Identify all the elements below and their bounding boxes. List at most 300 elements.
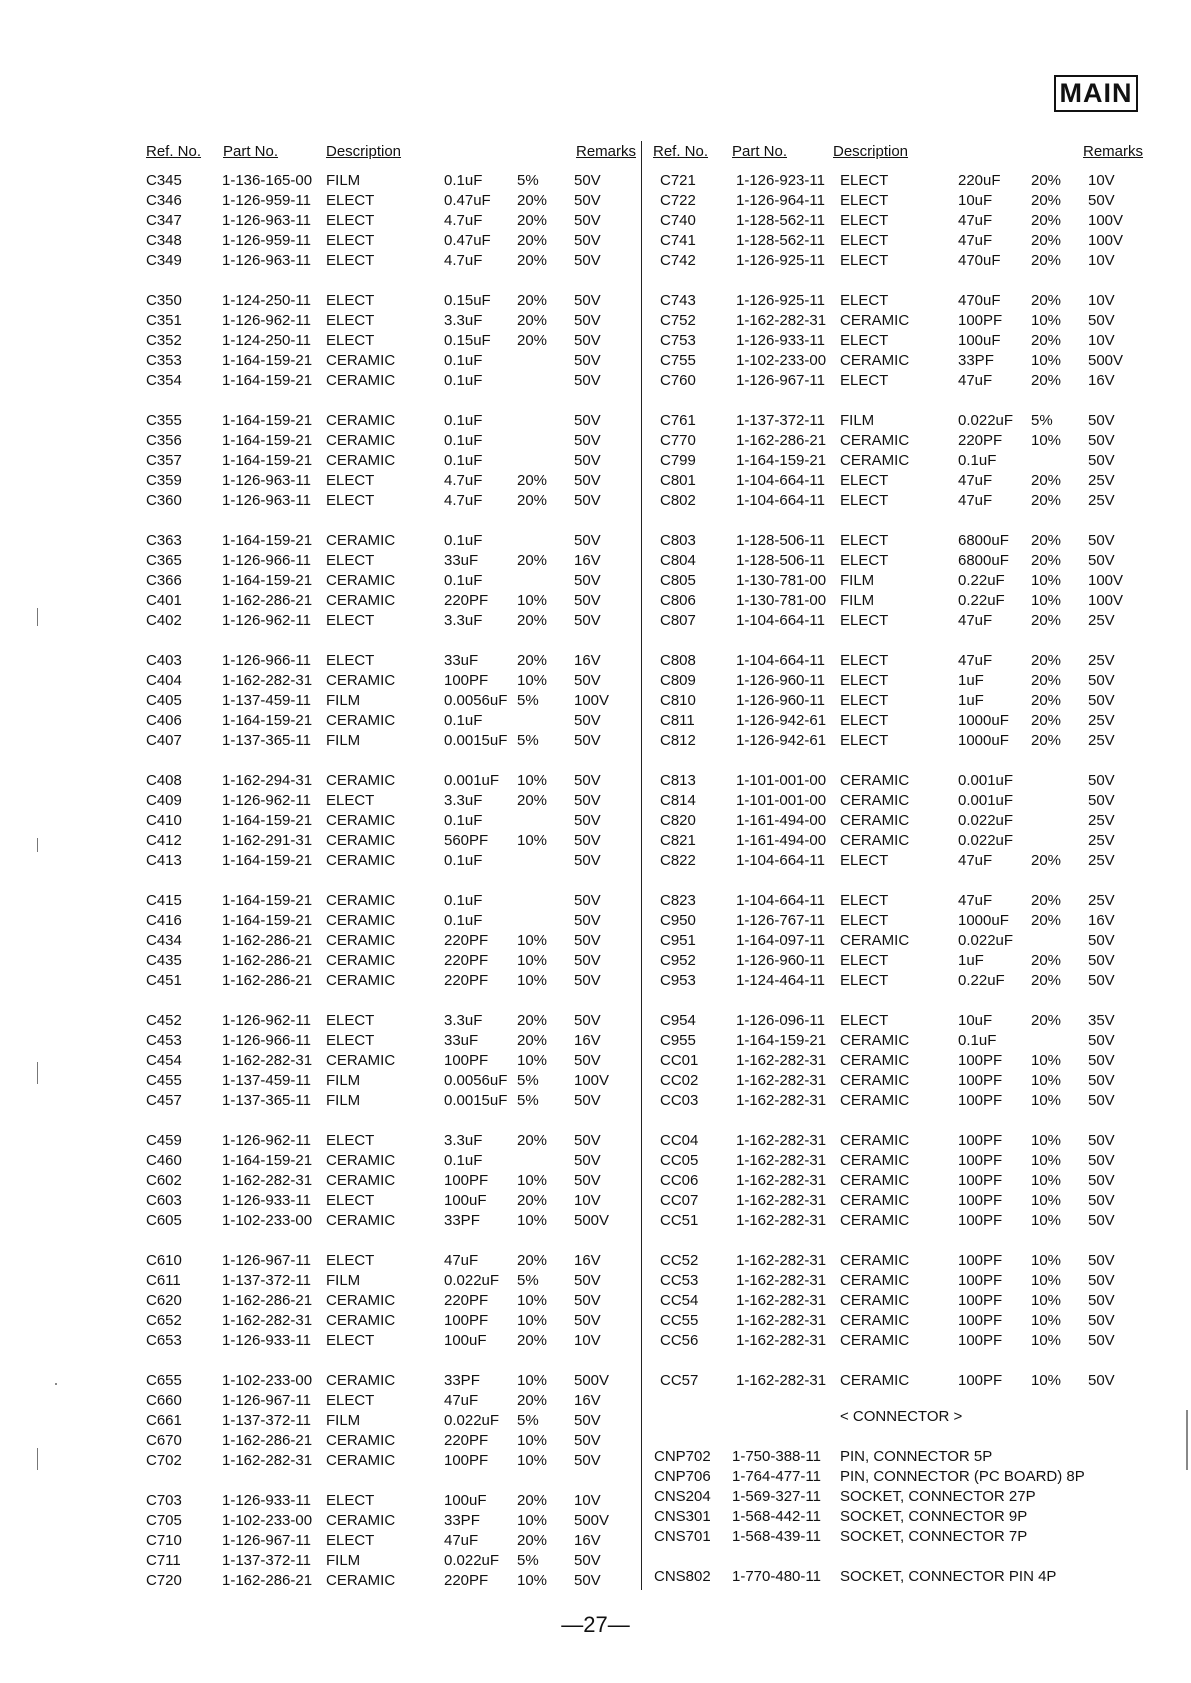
- value: 47uF: [444, 1252, 479, 1269]
- value: 220PF: [958, 432, 1003, 449]
- remarks: 16V: [574, 652, 601, 669]
- scan-mark: [37, 838, 38, 852]
- value: 47uF: [958, 472, 993, 489]
- description: CERAMIC: [326, 1452, 396, 1469]
- description: ELECT: [840, 732, 889, 749]
- part-no: 1-137-372-11: [222, 1412, 311, 1429]
- connector-row: [654, 1487, 1180, 1507]
- table-row: [146, 611, 666, 631]
- part-no: 1-126-933-11: [736, 332, 825, 349]
- remarks: 16V: [1088, 372, 1115, 389]
- remarks: 10V: [574, 1192, 601, 1209]
- part-no: 1-128-506-11: [736, 532, 825, 549]
- tolerance: 10%: [1031, 352, 1062, 369]
- tolerance: 5%: [517, 1092, 539, 1109]
- description: CERAMIC: [840, 932, 910, 949]
- part-no: 1-162-282-31: [222, 1452, 313, 1469]
- remarks: 10V: [1088, 332, 1115, 349]
- remarks: 50V: [574, 212, 601, 229]
- tolerance: 20%: [1031, 892, 1062, 909]
- table-row: [146, 1271, 666, 1291]
- table-row: [660, 1331, 1180, 1351]
- remarks: 25V: [1088, 472, 1115, 489]
- remarks: 50V: [1088, 312, 1115, 329]
- remarks: 50V: [574, 672, 601, 689]
- tolerance: 20%: [1031, 912, 1062, 929]
- part-no: 1-162-282-31: [736, 1072, 827, 1089]
- part-no: 1-126-962-11: [222, 792, 311, 809]
- ref-no: C810: [660, 692, 696, 709]
- tolerance: 20%: [517, 312, 548, 329]
- description: CERAMIC: [840, 772, 910, 789]
- ref-no: C348: [146, 232, 182, 249]
- remarks: 50V: [1088, 532, 1115, 549]
- tolerance: 5%: [517, 732, 539, 749]
- tolerance: 10%: [1031, 1332, 1062, 1349]
- table-row: [660, 771, 1180, 791]
- value: 47uF: [958, 892, 993, 909]
- description: SOCKET, CONNECTOR 7P: [840, 1528, 1028, 1545]
- table-row: [146, 431, 666, 451]
- part-no: 1-162-282-31: [736, 1172, 827, 1189]
- part-no: 1-126-964-11: [736, 192, 825, 209]
- part-no: 1-162-282-31: [736, 1092, 827, 1109]
- ref-no: C352: [146, 332, 182, 349]
- table-row: [660, 571, 1180, 591]
- part-no: 1-126-966-11: [222, 552, 311, 569]
- part-no: 1-164-159-21: [222, 412, 313, 429]
- ref-no: CC04: [660, 1132, 699, 1149]
- description: ELECT: [326, 652, 375, 669]
- part-no: 1-162-286-21: [222, 972, 313, 989]
- part-no: 1-126-966-11: [222, 1032, 311, 1049]
- remarks: 50V: [1088, 452, 1115, 469]
- remarks: 16V: [574, 1392, 601, 1409]
- parts-group: [146, 1131, 666, 1231]
- description: ELECT: [840, 252, 889, 269]
- table-row: [146, 711, 666, 731]
- value: 0.1uF: [444, 712, 483, 729]
- table-row: [146, 411, 666, 431]
- table-row: [660, 351, 1180, 371]
- tolerance: 5%: [517, 1072, 539, 1089]
- remarks: 50V: [1088, 432, 1115, 449]
- connector-row: [654, 1527, 1180, 1547]
- table-row: [146, 311, 666, 331]
- remarks: 50V: [574, 792, 601, 809]
- value: 100PF: [958, 1132, 1003, 1149]
- ref-no: CNS802: [654, 1568, 711, 1585]
- remarks: 10V: [1088, 252, 1115, 269]
- remarks: 50V: [574, 1432, 601, 1449]
- value: 220PF: [444, 1292, 489, 1309]
- remarks: 25V: [1088, 652, 1115, 669]
- description: ELECT: [326, 1532, 375, 1549]
- table-row: [146, 971, 666, 991]
- table-row: [146, 291, 666, 311]
- table-row: [146, 191, 666, 211]
- part-no: 1-162-286-21: [222, 952, 313, 969]
- value: 1uF: [958, 952, 984, 969]
- description: ELECT: [326, 1012, 375, 1029]
- value: 0.1uF: [958, 452, 997, 469]
- tolerance: 20%: [1031, 692, 1062, 709]
- ref-no: C711: [146, 1552, 181, 1569]
- tolerance: 10%: [1031, 1152, 1062, 1169]
- part-no: 1-126-960-11: [736, 952, 825, 969]
- parts-group: [146, 891, 666, 991]
- ref-no: C823: [660, 892, 696, 909]
- description: FILM: [326, 1552, 361, 1569]
- ref-no: C347: [146, 212, 182, 229]
- connector-row: [654, 1507, 1180, 1527]
- part-no: 1-104-664-11: [736, 892, 825, 909]
- tolerance: 20%: [1031, 532, 1062, 549]
- part-no: 1-124-250-11: [222, 332, 311, 349]
- table-row: [146, 1171, 666, 1191]
- remarks: 50V: [574, 1172, 601, 1189]
- description: CERAMIC: [840, 1372, 910, 1389]
- value: 100uF: [444, 1492, 487, 1509]
- description: CERAMIC: [326, 1312, 396, 1329]
- table-row: [660, 1151, 1180, 1171]
- value: 47uF: [958, 652, 993, 669]
- ref-no: C365: [146, 552, 182, 569]
- scan-mark: [37, 1448, 38, 1470]
- remarks: 50V: [574, 332, 601, 349]
- tolerance: 10%: [517, 1312, 548, 1329]
- part-no: 1-164-159-21: [222, 452, 313, 469]
- tolerance: 20%: [1031, 212, 1062, 229]
- remarks: 50V: [1088, 1172, 1115, 1189]
- part-no: 1-126-942-61: [736, 712, 827, 729]
- description: FILM: [326, 1092, 361, 1109]
- tolerance: 20%: [1031, 672, 1062, 689]
- value: 100PF: [958, 1252, 1003, 1269]
- part-no: 1-162-286-21: [222, 932, 313, 949]
- ref-no: C814: [660, 792, 696, 809]
- ref-no: CC57: [660, 1372, 699, 1389]
- description: PIN, CONNECTOR (PC BOARD) 8P: [840, 1468, 1085, 1485]
- value: 0.22uF: [958, 972, 1005, 989]
- part-no: 1-750-388-11: [732, 1448, 821, 1465]
- description: SOCKET, CONNECTOR PIN 4P: [840, 1568, 1057, 1585]
- ref-no: CC54: [660, 1292, 699, 1309]
- parts-group: [146, 1491, 666, 1591]
- remarks: 25V: [1088, 892, 1115, 909]
- connector-row: [654, 1467, 1180, 1487]
- ref-no: CC03: [660, 1092, 699, 1109]
- tolerance: 10%: [1031, 1372, 1062, 1389]
- value: 33uF: [444, 552, 479, 569]
- ref-no: CNS301: [654, 1508, 711, 1525]
- tolerance: 10%: [1031, 1252, 1062, 1269]
- part-no: 1-126-963-11: [222, 492, 311, 509]
- ref-no: CNP702: [654, 1448, 711, 1465]
- tolerance: 5%: [1031, 412, 1053, 429]
- part-no: 1-104-664-11: [736, 612, 825, 629]
- remarks: 50V: [574, 312, 601, 329]
- part-no: 1-164-159-21: [222, 372, 313, 389]
- ref-no: C415: [146, 892, 182, 909]
- remarks: 50V: [574, 1052, 601, 1069]
- ref-no: C351: [146, 312, 182, 329]
- part-no: 1-162-282-31: [222, 1312, 313, 1329]
- ref-no: C952: [660, 952, 696, 969]
- value: 0.1uF: [444, 172, 483, 189]
- tolerance: 20%: [517, 332, 548, 349]
- ref-no: C705: [146, 1512, 182, 1529]
- ref-no: CC06: [660, 1172, 699, 1189]
- remarks: 25V: [1088, 712, 1115, 729]
- remarks: 25V: [1088, 492, 1115, 509]
- table-row: [660, 431, 1180, 451]
- ref-no: C822: [660, 852, 696, 869]
- value: 220PF: [444, 1572, 489, 1589]
- parts-group: [660, 291, 1180, 391]
- value: 100PF: [958, 1372, 1003, 1389]
- parts-group: [660, 651, 1180, 751]
- table-row: [146, 1551, 666, 1571]
- value: 4.7uF: [444, 472, 483, 489]
- part-no: 1-128-562-11: [736, 232, 825, 249]
- header-remarks-left: Remarks: [576, 143, 637, 160]
- table-row: [146, 1491, 666, 1511]
- remarks: 50V: [574, 1452, 601, 1469]
- value: 47uF: [958, 212, 993, 229]
- tolerance: 20%: [1031, 472, 1062, 489]
- header-desc-right: Description: [833, 143, 909, 160]
- part-no: 1-126-960-11: [736, 692, 825, 709]
- remarks: 50V: [574, 832, 601, 849]
- description: SOCKET, CONNECTOR 27P: [840, 1488, 1036, 1505]
- part-no: 1-126-962-11: [222, 312, 311, 329]
- remarks: 50V: [1088, 1332, 1115, 1349]
- tolerance: 10%: [1031, 1272, 1062, 1289]
- parts-group: [660, 1011, 1180, 1111]
- tolerance: 10%: [517, 1372, 548, 1389]
- part-no: 1-164-159-21: [222, 712, 313, 729]
- remarks: 16V: [574, 1532, 601, 1549]
- remarks: 50V: [574, 912, 601, 929]
- part-no: 1-162-282-31: [736, 312, 827, 329]
- header-desc-left: Description: [326, 143, 402, 160]
- remarks: 50V: [574, 1412, 601, 1429]
- remarks: 35V: [1088, 1012, 1115, 1029]
- value: 100PF: [958, 1312, 1003, 1329]
- value: 6800uF: [958, 532, 1009, 549]
- remarks: 50V: [1088, 952, 1115, 969]
- remarks: 50V: [574, 1292, 601, 1309]
- remarks: 25V: [1088, 812, 1115, 829]
- part-no: 1-162-282-31: [222, 1172, 313, 1189]
- part-no: 1-162-286-21: [222, 592, 313, 609]
- table-row: [146, 1211, 666, 1231]
- remarks: 50V: [574, 592, 601, 609]
- part-no: 1-164-159-21: [222, 812, 313, 829]
- tolerance: 10%: [1031, 312, 1062, 329]
- table-row: [660, 1051, 1180, 1071]
- ref-no: C603: [146, 1192, 182, 1209]
- table-row: [146, 571, 666, 591]
- parts-group: [146, 291, 666, 391]
- value: 47uF: [958, 852, 993, 869]
- value: 560PF: [444, 832, 489, 849]
- table-row: [660, 1191, 1180, 1211]
- remarks: 50V: [1088, 1132, 1115, 1149]
- table-row: [660, 551, 1180, 571]
- value: 100PF: [958, 1192, 1003, 1209]
- table-row: [660, 731, 1180, 751]
- remarks: 100V: [574, 1072, 610, 1089]
- remarks: 50V: [1088, 1092, 1115, 1109]
- remarks: 50V: [574, 952, 601, 969]
- table-row: [660, 491, 1180, 511]
- part-no: 1-162-282-31: [736, 1192, 827, 1209]
- ref-no: C402: [146, 612, 182, 629]
- ref-no: C740: [660, 212, 696, 229]
- tolerance: 10%: [1031, 1212, 1062, 1229]
- part-no: 1-164-159-21: [222, 912, 313, 929]
- table-row: [660, 591, 1180, 611]
- part-no: 1-161-494-00: [736, 812, 827, 829]
- tolerance: 20%: [517, 1032, 548, 1049]
- table-row: [660, 911, 1180, 931]
- parts-group: [660, 891, 1180, 991]
- tolerance: 10%: [517, 1292, 548, 1309]
- table-row: [660, 651, 1180, 671]
- table-row: [146, 1191, 666, 1211]
- value: 6800uF: [958, 552, 1009, 569]
- value: 47uF: [958, 232, 993, 249]
- ref-no: C412: [146, 832, 182, 849]
- description: CERAMIC: [840, 1292, 910, 1309]
- description: ELECT: [840, 1012, 889, 1029]
- remarks: 50V: [574, 972, 601, 989]
- value: 100PF: [444, 672, 489, 689]
- tolerance: 10%: [517, 952, 548, 969]
- ref-no: C416: [146, 912, 182, 929]
- value: 0.1uF: [444, 432, 483, 449]
- table-row: [660, 851, 1180, 871]
- tolerance: 20%: [517, 792, 548, 809]
- value: 100PF: [958, 1272, 1003, 1289]
- ref-no: C755: [660, 352, 696, 369]
- remarks: 50V: [574, 612, 601, 629]
- ref-no: C408: [146, 772, 182, 789]
- tolerance: 10%: [517, 1572, 548, 1589]
- description: ELECT: [840, 612, 889, 629]
- header-remarks-right: Remarks: [1083, 143, 1144, 160]
- remarks: 100V: [1088, 572, 1124, 589]
- value: 0.001uF: [958, 792, 1014, 809]
- tolerance: 10%: [1031, 1292, 1062, 1309]
- remarks: 50V: [574, 292, 601, 309]
- parts-group: [146, 411, 666, 511]
- table-row: [660, 711, 1180, 731]
- ref-no: C801: [660, 472, 696, 489]
- ref-no: C610: [146, 1252, 182, 1269]
- value: 1uF: [958, 672, 984, 689]
- description: ELECT: [840, 692, 889, 709]
- description: CERAMIC: [840, 1072, 910, 1089]
- part-no: 1-162-282-31: [736, 1212, 827, 1229]
- tolerance: 20%: [517, 552, 548, 569]
- part-no: 1-136-165-00: [222, 172, 313, 189]
- ref-no: C459: [146, 1132, 182, 1149]
- description: CERAMIC: [840, 1152, 910, 1169]
- table-row: [146, 531, 666, 551]
- description: ELECT: [326, 472, 375, 489]
- table-row: [146, 851, 666, 871]
- parts-group: [660, 771, 1180, 871]
- description: CERAMIC: [326, 852, 396, 869]
- ref-no: CC05: [660, 1152, 699, 1169]
- remarks: 50V: [574, 352, 601, 369]
- part-no: 1-126-933-11: [222, 1492, 311, 1509]
- part-no: 1-101-001-00: [736, 772, 827, 789]
- ref-no: CNP706: [654, 1468, 711, 1485]
- parts-group: [660, 1371, 1180, 1391]
- table-row: [146, 351, 666, 371]
- table-row: [660, 1131, 1180, 1151]
- remarks: 50V: [1088, 792, 1115, 809]
- table-row: [146, 1391, 666, 1411]
- table-row: [660, 931, 1180, 951]
- remarks: 100V: [1088, 212, 1124, 229]
- table-row: [660, 451, 1180, 471]
- ref-no: CC53: [660, 1272, 699, 1289]
- ref-no: C652: [146, 1312, 182, 1329]
- table-row: [146, 931, 666, 951]
- description: ELECT: [840, 652, 889, 669]
- tolerance: 20%: [1031, 552, 1062, 569]
- value: 4.7uF: [444, 252, 483, 269]
- table-row: [146, 231, 666, 251]
- ref-no: C655: [146, 1372, 182, 1389]
- table-row: [660, 1211, 1180, 1231]
- remarks: 50V: [1088, 1272, 1115, 1289]
- table-row: [660, 191, 1180, 211]
- part-no: 1-162-286-21: [222, 1432, 313, 1449]
- description: CERAMIC: [840, 1272, 910, 1289]
- part-no: 1-126-962-11: [222, 1012, 311, 1029]
- value: 0.1uF: [444, 912, 483, 929]
- remarks: 50V: [574, 712, 601, 729]
- description: ELECT: [840, 892, 889, 909]
- tolerance: 20%: [517, 1132, 548, 1149]
- ref-no: C350: [146, 292, 182, 309]
- part-no: 1-568-439-11: [732, 1528, 821, 1545]
- part-no: 1-102-233-00: [222, 1512, 313, 1529]
- ref-no: C357: [146, 452, 182, 469]
- description: CERAMIC: [326, 1372, 396, 1389]
- remarks: 100V: [574, 692, 610, 709]
- part-no: 1-104-664-11: [736, 492, 825, 509]
- remarks: 10V: [574, 1492, 601, 1509]
- description: CERAMIC: [326, 972, 396, 989]
- remarks: 50V: [1088, 1152, 1115, 1169]
- tolerance: 20%: [1031, 972, 1062, 989]
- part-no: 1-164-159-21: [736, 1032, 827, 1049]
- ref-no: C413: [146, 852, 182, 869]
- description: ELECT: [840, 172, 889, 189]
- description: FILM: [840, 592, 875, 609]
- remarks: 100V: [1088, 232, 1124, 249]
- remarks: 50V: [1088, 412, 1115, 429]
- ref-no: C809: [660, 672, 696, 689]
- description: ELECT: [840, 372, 889, 389]
